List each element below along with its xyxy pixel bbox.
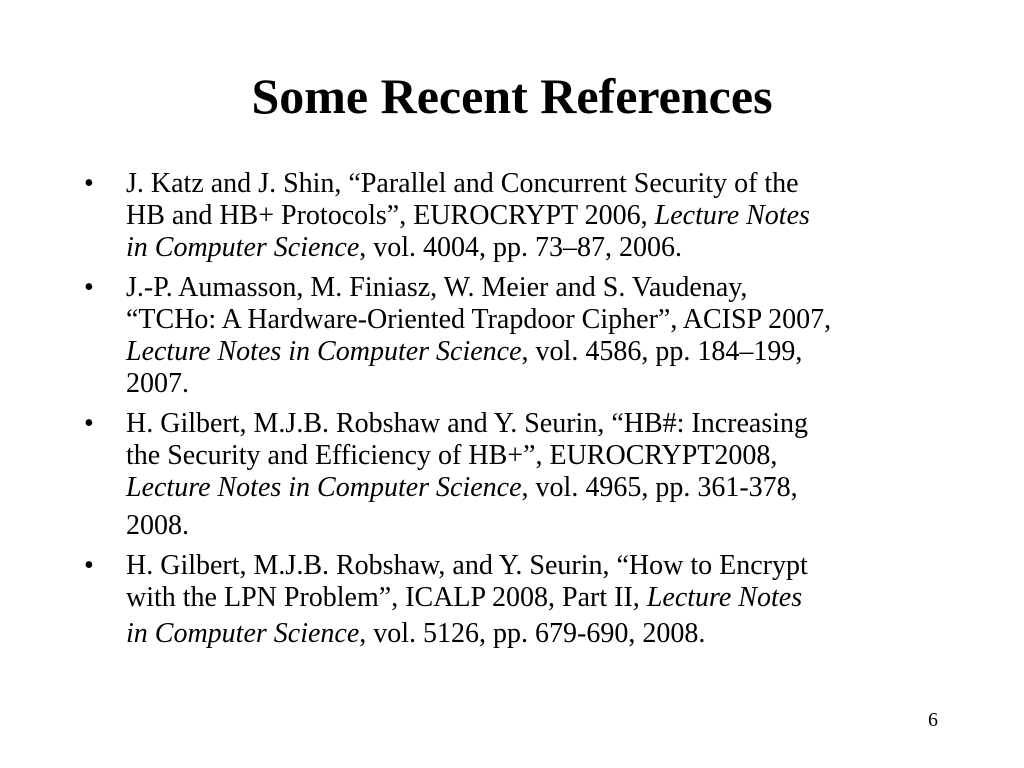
reference-venue-italic: in Computer Science [126,618,360,649]
reference-item [84,408,989,542]
reference-text: , vol. 4004, pp. 73–87, 2006. [359,232,683,263]
reference-line [126,408,989,440]
reference-venue-italic: in Computer Science [126,232,360,263]
bullet-icon: • [84,272,94,303]
reference-text: H. Gilbert, M.J.B. Robshaw and Y. Seurin, “HB#: Increasing [126,408,809,439]
reference-text: J. Katz and J. Shin, “Parallel and Concurrent Security of the [126,168,799,199]
reference-text: 2008. [126,510,189,541]
reference-venue-italic: Lecture Notes [646,582,803,613]
page-number: 6 [928,709,938,731]
reference-text: the Security and Efficiency of HB+”, EUROCRYPT2008, [126,440,778,471]
reference-text: H. Gilbert, M.J.B. Robshaw, and Y. Seurin, “How to Encrypt [126,550,808,581]
bullet-icon: • [84,168,94,199]
reference-text: with the LPN Problem”, ICALP 2008, Part II, [126,582,647,613]
reference-line [126,336,989,368]
reference-line [126,200,989,232]
reference-line [126,472,989,504]
reference-item [84,550,989,650]
reference-text: “TCHo: A Hardware-Oriented Trapdoor Cipher”, ACISP 2007, [126,304,832,335]
reference-item [84,272,989,400]
reference-line [126,304,989,336]
bullet-icon: • [84,550,94,581]
reference-list [84,168,989,658]
reference-text: , vol. 4586, pp. 184–199, [521,336,803,367]
reference-line [126,232,989,264]
reference-text: J.-P. Aumasson, M. Finiasz, W. Meier and S. Vaudenay, [126,272,748,303]
reference-line [126,440,989,472]
reference-text: , vol. 5126, pp. 679-690, 2008. [359,618,706,649]
reference-line [126,368,989,400]
reference-line [126,168,989,200]
reference-text: , vol. 4965, pp. 361-378, [521,472,798,503]
reference-line [126,582,989,614]
reference-venue-italic: Lecture Notes in Computer Science [126,472,522,503]
reference-line [126,618,705,650]
reference-item [84,168,989,264]
slide-title: Some Recent References [251,68,773,124]
reference-text: HB and HB+ Protocols”, EUROCRYPT 2006, [126,200,655,231]
reference-venue-italic: Lecture Notes [654,200,810,231]
reference-line [126,272,989,304]
reference-venue-italic: Lecture Notes in Computer Science [126,336,522,367]
reference-line [126,550,989,582]
reference-text: 2007. [126,368,189,399]
bullet-icon: • [84,408,94,439]
reference-line [126,510,189,542]
